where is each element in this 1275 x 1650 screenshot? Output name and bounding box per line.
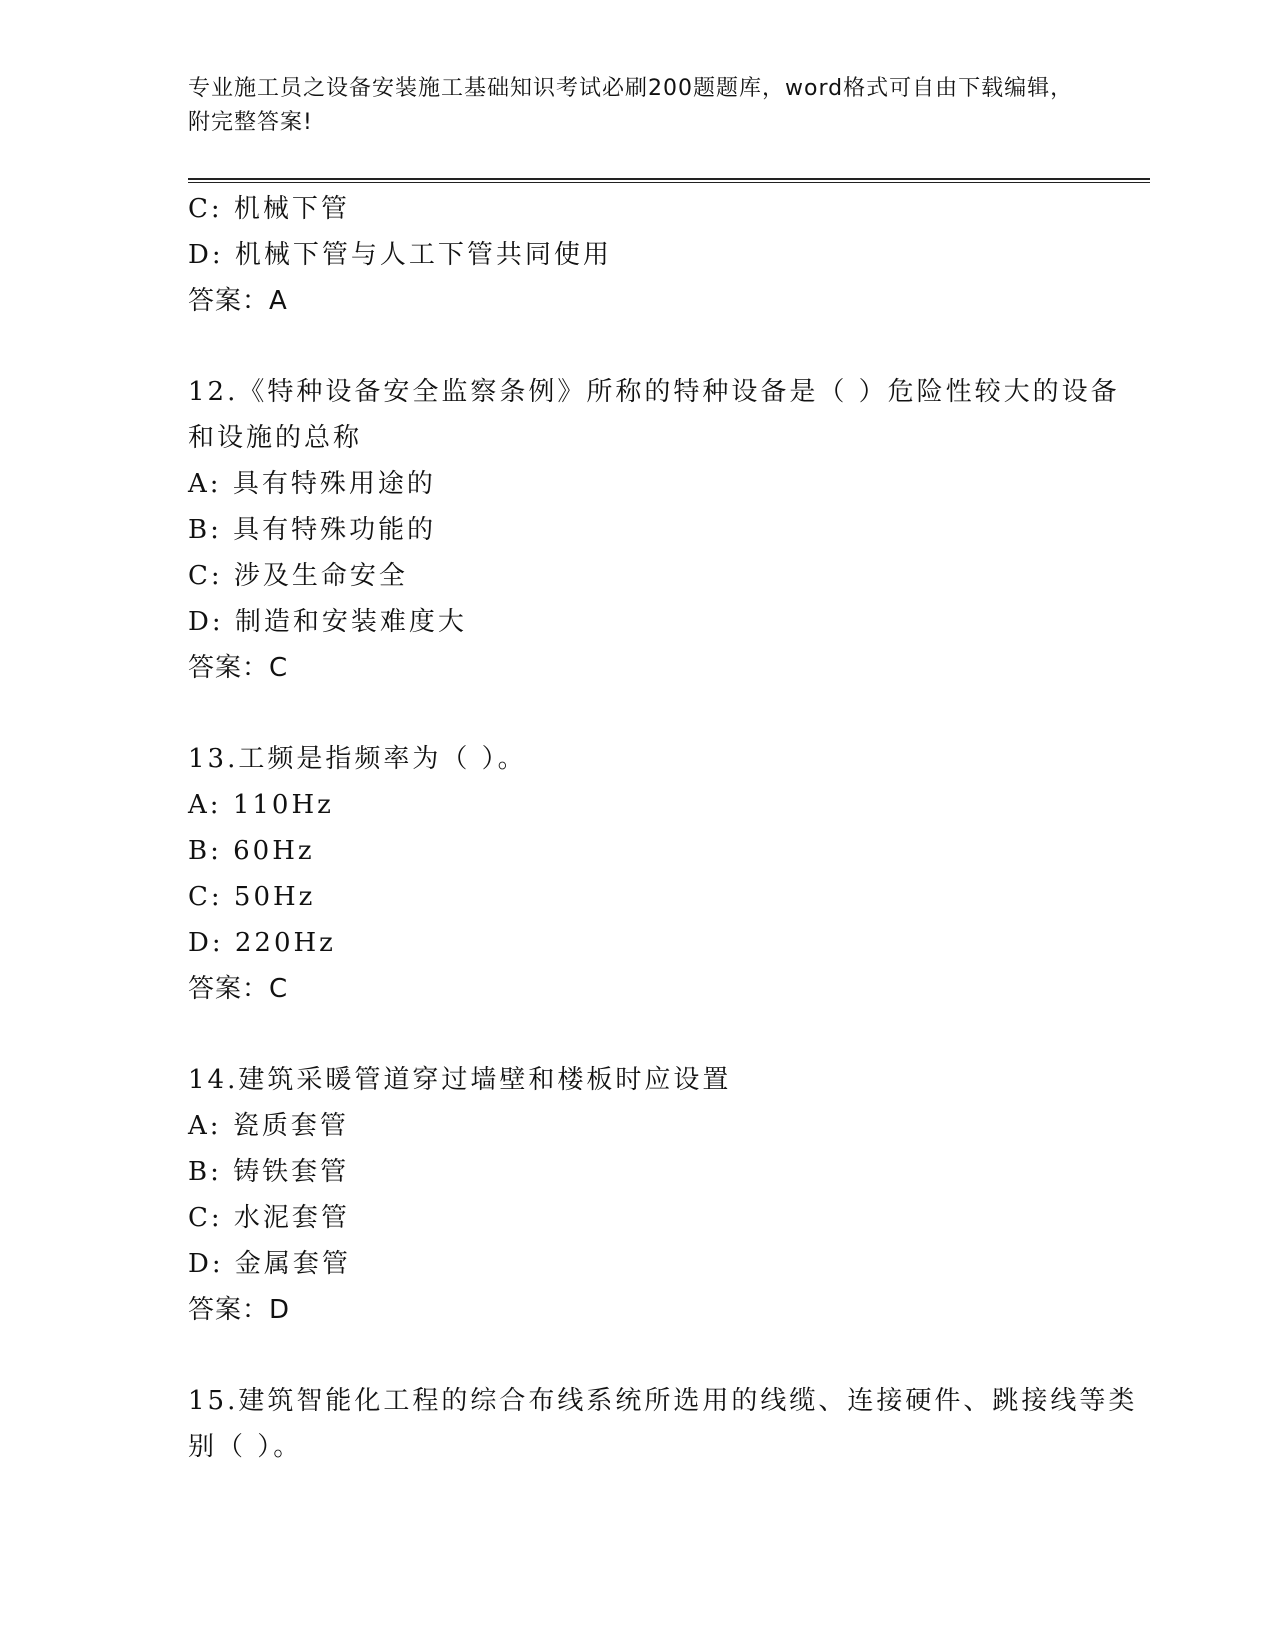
answer-line: 答案：A bbox=[188, 286, 288, 316]
option-key: B: bbox=[188, 515, 222, 545]
option-b bbox=[188, 1149, 1148, 1195]
option-key: C: bbox=[188, 882, 223, 912]
option-key: C: bbox=[188, 561, 223, 591]
option-text: 金属套管 bbox=[234, 1249, 351, 1279]
option-c bbox=[188, 874, 1148, 920]
option-key: D: bbox=[188, 928, 224, 958]
question-stem: 12.《特种设备安全监察条例》所称的特种设备是（ ）危险性较大的设备和设施的总称 bbox=[188, 377, 1120, 453]
question-stem: 15.建筑智能化工程的综合布线系统所选用的线缆、连接硬件、跳接线等类别（ ）。 bbox=[188, 1386, 1138, 1462]
option-text: 60Hz bbox=[233, 836, 315, 866]
document-header: 专业施工员之设备安装施工基础知识考试必刷200题题库，word格式可自由下载编辑，附完整答案! bbox=[188, 76, 1074, 135]
option-c bbox=[188, 186, 1148, 232]
option-d bbox=[188, 232, 1148, 278]
answer-line: 答案：D bbox=[188, 1295, 291, 1325]
option-key: D: bbox=[188, 607, 224, 637]
option-d bbox=[188, 1241, 1148, 1287]
question-11-tail bbox=[188, 186, 1148, 324]
option-d bbox=[188, 599, 1148, 645]
question-stem: 13.工频是指频率为（ ）。 bbox=[188, 744, 527, 774]
option-text: 110Hz bbox=[232, 790, 334, 820]
option-a bbox=[188, 1103, 1148, 1149]
option-text: 涉及生命安全 bbox=[233, 561, 408, 591]
option-text: 机械下管与人工下管共同使用 bbox=[234, 240, 612, 270]
option-text: 50Hz bbox=[233, 882, 316, 912]
option-key: C: bbox=[188, 194, 223, 224]
option-a bbox=[188, 782, 1148, 828]
option-text: 机械下管 bbox=[233, 194, 350, 224]
question-14 bbox=[188, 1057, 1148, 1333]
option-text: 瓷质套管 bbox=[232, 1111, 349, 1141]
option-text: 铸铁套管 bbox=[233, 1157, 350, 1187]
question-list bbox=[188, 186, 1148, 1470]
option-key: D: bbox=[188, 240, 224, 270]
option-text: 制造和安装难度大 bbox=[234, 607, 467, 637]
answer-line: 答案：C bbox=[188, 974, 289, 1004]
option-key: B: bbox=[188, 1157, 222, 1187]
option-b bbox=[188, 507, 1148, 553]
option-key: B: bbox=[188, 836, 222, 866]
option-text: 具有特殊功能的 bbox=[233, 515, 437, 545]
answer-line: 答案：C bbox=[188, 653, 289, 683]
option-key: A: bbox=[188, 469, 222, 499]
option-text: 具有特殊用途的 bbox=[232, 469, 436, 499]
option-text: 水泥套管 bbox=[233, 1203, 350, 1233]
option-key: D: bbox=[188, 1249, 224, 1279]
option-key: A: bbox=[188, 790, 222, 820]
option-c bbox=[188, 553, 1148, 599]
option-text: 220Hz bbox=[234, 928, 336, 958]
question-15 bbox=[188, 1378, 1148, 1470]
option-b bbox=[188, 828, 1148, 874]
header-divider bbox=[188, 178, 1150, 183]
option-a bbox=[188, 461, 1148, 507]
question-12 bbox=[188, 369, 1148, 691]
question-stem: 14.建筑采暖管道穿过墙壁和楼板时应设置 bbox=[188, 1065, 732, 1095]
option-c bbox=[188, 1195, 1148, 1241]
question-13 bbox=[188, 736, 1148, 1012]
option-key: A: bbox=[188, 1111, 222, 1141]
option-key: C: bbox=[188, 1203, 223, 1233]
option-d bbox=[188, 920, 1148, 966]
